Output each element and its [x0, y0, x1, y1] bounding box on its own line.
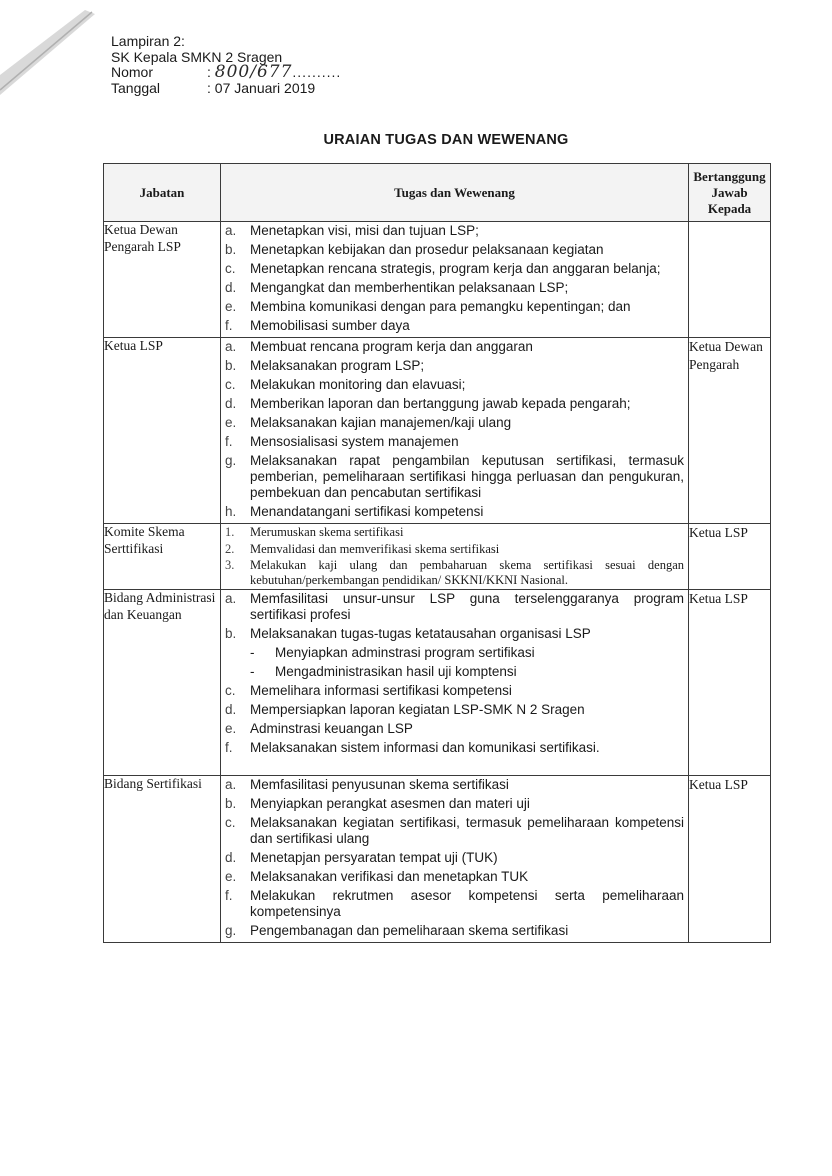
role-cell: Bidang Sertifikasi [104, 776, 221, 943]
table-row [104, 776, 771, 943]
task-marker: h. [225, 504, 237, 519]
task-marker: c. [225, 261, 236, 276]
header-tugas: Tugas dan Wewenang [221, 164, 689, 222]
task-marker: b. [225, 796, 237, 811]
task-text: Melakukan monitoring dan elavuasi; [250, 377, 466, 392]
header-lampiran [111, 34, 341, 50]
nomor-colon: : [207, 64, 211, 80]
subtask-text: Mengadministrasikan hasil uji komptensi [275, 664, 517, 679]
task-marker: b. [225, 626, 237, 641]
responsible-cell: Ketua LSP [689, 776, 771, 943]
task-item [225, 558, 684, 587]
task-marker: d. [225, 280, 237, 295]
task-item [225, 223, 684, 239]
task-marker: a. [225, 339, 237, 354]
task-marker: d. [225, 850, 237, 865]
responsible-cell [689, 222, 771, 338]
table-row [104, 222, 771, 338]
task-text: Melakukan rekrutmen asesor kompetensi serta pemeliharaan kompetensinya [250, 888, 684, 919]
task-text: Membuat rencana program kerja dan anggaran [250, 339, 533, 354]
tasks-cell [221, 524, 689, 590]
task-item [225, 888, 684, 920]
task-marker: f. [225, 318, 233, 333]
header-nomor [111, 62, 342, 82]
task-item [225, 396, 684, 412]
task-marker: e. [225, 299, 237, 314]
task-item [225, 318, 684, 334]
tasks-cell [221, 776, 689, 943]
task-text: Menetapkan kebijakan dan prosedur pelaksanaan kegiatan [250, 242, 604, 257]
task-item [225, 261, 684, 277]
task-text: Memfasilitasi unsur-unsur LSP guna terselenggaranya program sertifikasi profesi [250, 591, 684, 622]
task-item [225, 339, 684, 355]
task-marker: 2. [225, 541, 235, 556]
task-marker: f. [225, 740, 233, 755]
task-item [225, 815, 684, 847]
subtask-item [250, 664, 688, 680]
nomor-label: Nomor [111, 64, 154, 80]
task-marker: 1. [225, 525, 235, 539]
task-item [225, 796, 684, 812]
task-item [225, 434, 684, 450]
task-text: Menandatangani sertifikasi kompetensi [250, 504, 484, 519]
task-marker: g. [225, 923, 237, 938]
header-jabatan: Jabatan [104, 164, 221, 222]
header-tanggal [111, 81, 341, 97]
header-responsible [689, 164, 771, 222]
nomor-dots: .......... [292, 64, 342, 80]
task-marker: b. [225, 358, 237, 373]
tasks-cell [221, 222, 689, 338]
header-resp-line3: Kepada [707, 200, 752, 216]
task-item [225, 525, 684, 540]
task-item [225, 683, 684, 699]
task-item [225, 702, 684, 718]
task-marker: a. [225, 777, 237, 792]
table-header-row [104, 164, 771, 222]
tanggal-label: Tanggal [111, 79, 161, 96]
task-text: Menetapjan persyaratan tempat uji (TUK) [250, 850, 498, 865]
task-item [225, 453, 684, 501]
task-text: Mengangkat dan memberhentikan pelaksanaan LSP; [250, 280, 569, 295]
role-cell: Ketua Dewan Pengarah LSP [104, 222, 221, 338]
task-marker: g. [225, 453, 237, 468]
tasks-cell [221, 590, 689, 776]
task-text: Melaksanakan rapat pengambilan keputusan sertifikasi, termasuk pemberian, pemeliharaan sertifikasi hingga perluasan dan pengukuran, pembekuan dan pencabutan sertifikasi [250, 453, 684, 500]
task-text: Memberikan laporan dan bertanggung jawab kepada pengarah; [250, 396, 631, 411]
task-marker: e. [225, 869, 237, 884]
task-text: Melaksanakan tugas-tugas ketatausahan organisasi LSP [250, 626, 591, 641]
task-item [225, 721, 684, 737]
task-text: Melaksanakan sistem informasi dan komunikasi sertifikasi. [250, 740, 600, 755]
task-text: Merumuskan skema sertifikasi [250, 525, 404, 539]
task-item [225, 626, 684, 642]
task-text: Melakukan kaji ulang dan pembaharuan skema sertifikasi sesuai dengan kebutuhan/perkembangan pendidikan/ SKKNI/KKNI Nasional. [250, 558, 684, 587]
task-item [225, 740, 684, 756]
task-marker: c. [225, 815, 236, 830]
header-resp-line2: Jawab [711, 184, 748, 200]
task-item [225, 358, 684, 374]
task-marker: d. [225, 396, 237, 411]
task-text: Memobilisasi sumber daya [250, 318, 410, 333]
task-text: Pengembanagan dan pemeliharaan skema sertifikasi [250, 923, 569, 938]
task-marker: c. [225, 683, 236, 698]
task-item [225, 377, 684, 393]
document-title: URAIAN TUGAS DAN WEWENANG [323, 132, 569, 148]
task-item [225, 923, 684, 939]
task-item [225, 777, 684, 793]
task-text: Mensosialisasi system manajemen [250, 434, 459, 449]
duties-table [103, 163, 771, 943]
header-resp-line1: Bertanggung [693, 168, 766, 184]
task-marker: f. [225, 888, 233, 903]
subtask-marker: - [250, 664, 255, 679]
row-spacer [221, 759, 688, 775]
role-cell: Komite Skema Serttifikasi [104, 524, 221, 590]
responsible-cell: Ketua LSP [689, 524, 771, 590]
task-item [225, 299, 684, 315]
task-marker: c. [225, 377, 236, 392]
tasks-cell [221, 338, 689, 524]
task-text: Melaksanakan kajian manajemen/kaji ulang [250, 415, 512, 430]
subtask-text: Menyiapkan adminstrasi program sertifikasi [275, 645, 535, 660]
task-text: Melaksanakan verifikasi dan menetapkan TUK [250, 869, 529, 884]
tanggal-value: : 07 Januari 2019 [207, 79, 316, 96]
responsible-cell: Ketua Dewan Pengarah [689, 338, 771, 524]
lampiran-text: Lampiran 2: [111, 33, 185, 49]
scan-corner-mark [0, 0, 110, 110]
nomor-handwritten-value: 800/677 [214, 62, 293, 82]
task-text: Menetapkan visi, misi dan tujuan LSP; [250, 223, 479, 238]
subtask-marker: - [250, 645, 255, 660]
task-item [225, 504, 684, 520]
role-cell: Ketua LSP [104, 338, 221, 524]
table-row [104, 524, 771, 590]
task-marker: e. [225, 415, 237, 430]
task-text: Membina komunikasi dengan para pemangku kepentingan; dan [250, 299, 631, 314]
task-text: Melaksanakan program LSP; [250, 358, 425, 373]
task-item [225, 280, 684, 296]
task-item [225, 415, 684, 431]
task-marker: a. [225, 591, 237, 606]
task-text: Memelihara informasi sertifikasi kompetensi [250, 683, 512, 698]
task-item [225, 591, 684, 623]
task-item [225, 869, 684, 885]
task-text: Adminstrasi keuangan LSP [250, 721, 413, 736]
task-item [225, 542, 684, 557]
task-item [225, 850, 684, 866]
responsible-cell: Ketua LSP [689, 590, 771, 776]
document-header [111, 34, 341, 96]
task-marker: d. [225, 702, 237, 717]
sk-text: SK Kepala SMKN 2 Sragen [111, 48, 283, 65]
task-text: Menyiapkan perangkat asesmen dan materi uji [250, 796, 530, 811]
subtask-item [250, 645, 688, 661]
table-row [104, 338, 771, 524]
task-text: Mempersiapkan laporan kegiatan LSP-SMK N 2 Sragen [250, 702, 585, 717]
task-marker: 3. [225, 558, 235, 572]
task-text: Menetapkan rencana strategis, program kerja dan anggaran belanja; [250, 261, 661, 276]
task-item [225, 242, 684, 258]
table-row [104, 590, 771, 776]
task-marker: e. [225, 721, 237, 736]
task-text: Memvalidasi dan memverifikasi skema sertifikasi [250, 541, 500, 556]
task-text: Melaksanakan kegiatan sertifikasi, termasuk pemeliharaan kompetensi dan sertifikasi ulang [250, 815, 684, 846]
role-cell: Bidang Administrasi dan Keuangan [104, 590, 221, 776]
task-text: Memfasilitasi penyusunan skema sertifikasi [250, 777, 509, 792]
task-marker: f. [225, 434, 233, 449]
task-marker: b. [225, 242, 237, 257]
task-marker: a. [225, 223, 237, 238]
